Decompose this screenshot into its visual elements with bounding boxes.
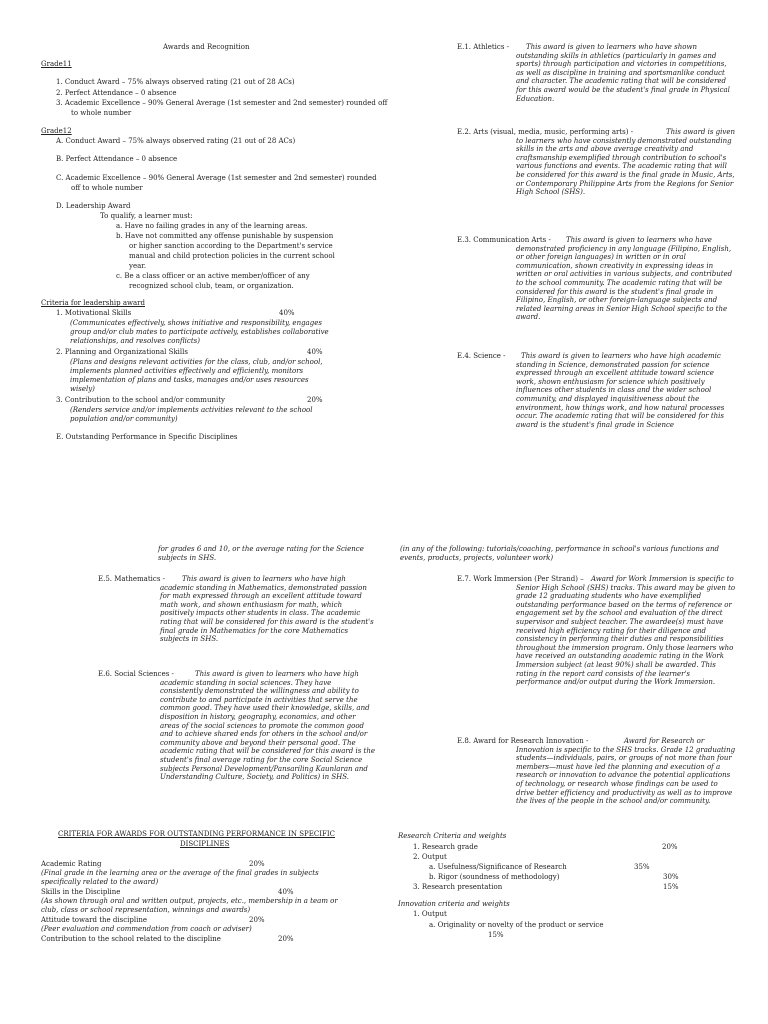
innovation-item: a. Originality or novelty of the product or service [429, 921, 604, 929]
qual-item: recognized school club, team, or organization. [129, 282, 294, 290]
e8-text: Award for Research or Innovation is specific to the SHS tracks. Grade 12 graduating students—individuals, pairs, or groups of not more than four members—must have led the planning and execution of a research or innovation to advance the potential applications of technology, or research whose findings can be used to drive better efficiency and productivity as well as to improve the lives of the people in the school and/or community. [516, 737, 736, 806]
academic-rating-desc: (Final grade in the learning area or the average of the final grades in subjects [41, 869, 319, 877]
crit-pct: 40% [307, 348, 323, 356]
g11-item: 1. Conduct Award – 75% always observed rating (21 out of 28 ACs) [56, 78, 295, 86]
page-2 [0, 542, 768, 1024]
e7-text: Award for Work Immersion is specific to Senior High School (SHS) tracks. This award may be given to grade 12 graduating students who have exemplified outstanding performance based on the terms of reference or engagement set by the school and evaluation of the direct supervisor and subject teacher. The awardee(s) must have received high efficiency rating for their diligence and consistency in performing their duties and responsibilities throughout the immersion program. Only those learners who have received an outstanding academic rating in the Work Immersion subject (at least 90%) shall be awarded. This rating in the report card consists of the learner's performance and/or output during the Work Immersion. [516, 575, 736, 687]
outstanding-heading: E. Outstanding Performance in Specific Disciplines [56, 433, 238, 441]
crit-desc: group and/or club mates to participate actively, establishes collaborative [70, 328, 329, 336]
contribution: Contribution to the school related to the discipline [41, 935, 221, 943]
e8-label: E.8. Award for Research Innovation - [457, 737, 589, 745]
research-pct: 30% [663, 873, 679, 881]
criteria-title: DISCIPLINES [180, 840, 230, 848]
criteria-heading: Criteria for leadership award [41, 299, 145, 307]
g12-item: D. Leadership Award [56, 202, 131, 210]
research-item: 1. Research grade [413, 843, 478, 851]
doc-title: Awards and Recognition [163, 43, 250, 51]
attitude: Attitude toward the discipline [41, 916, 147, 924]
crit-desc: wisely) [70, 385, 95, 393]
e4-continuation: for grades 6 and 10, or the average rating for the Science subjects in SHS. [158, 545, 364, 562]
skills: Skills in the Discipline [41, 888, 121, 896]
e6-label: E.6. Social Sciences - [98, 670, 174, 678]
research-pct: 35% [634, 863, 650, 871]
crit-desc: implementation of plans and tasks, manages and/or uses resources [70, 376, 309, 384]
g11-item: 2. Perfect Attendance – 0 absence [56, 89, 177, 97]
crit-title: 2. Planning and Organizational Skills [56, 348, 188, 356]
attitude-desc: (Peer evaluation and commendation from coach or adviser) [41, 925, 252, 933]
e1-label: E.1. Athletics - [457, 43, 510, 51]
innovation-item: 1. Output [413, 910, 447, 918]
g11-item: to whole number [71, 109, 132, 117]
g11-item: 3. Academic Excellence – 90% General Average (1st semester and 2nd semester) rounded off [56, 99, 388, 107]
crit-pct: 20% [307, 396, 323, 404]
e3-label: E.3. Communication Arts - [457, 236, 551, 244]
crit-pct: 40% [279, 309, 295, 317]
grade12-heading: Grade12 [41, 127, 72, 135]
e2-text: This award is given to learners who have consistently demonstrated outstanding skills in the arts and above average creativity and craftsmanship exemplified through contribution to school's various functions and events. The academic rating that will be considered for this award is the final grade in Music, Arts, or Contemporary Philippine Arts from the Regions for Senior High School (SHS). [516, 128, 736, 197]
academic-rating-pct: 20% [249, 860, 265, 868]
e5-label: E.5. Mathematics - [98, 575, 166, 583]
criteria-title: CRITERIA FOR AWARDS FOR OUTSTANDING PERFORMANCE IN SPECIFIC [58, 830, 335, 838]
e4-label: E.4. Science - [457, 352, 506, 360]
g12-item: C. Academic Excellence – 90% General Average (1st semester and 2nd semester) rounded [56, 174, 377, 182]
academic-rating: Academic Rating [41, 860, 102, 868]
crit-desc: (Plans and designs relevant activities for the class, club, and/or school, [70, 358, 323, 366]
qual-item: c. Be a class officer or an active member/officer of any [116, 272, 310, 280]
research-heading: Research Criteria and weights [398, 832, 507, 840]
crit-title: 1. Motivational Skills [56, 309, 132, 317]
skills-desc: club, class or school representation, winnings and awards) [41, 906, 251, 914]
research-item: 3. Research presentation [413, 883, 503, 891]
qual-item: manual and child protection policies in the current school [129, 252, 335, 260]
crit-desc: relationships, and resolves conflicts) [70, 337, 200, 345]
crit-title: 3. Contribution to the school and/or community [56, 396, 225, 404]
qualify-text: To qualify, a learner must: [100, 212, 193, 220]
innovation-heading: Innovation criteria and weights [398, 900, 510, 908]
g12-item: A. Conduct Award – 75% always observed rating (21 out of 28 ACs) [56, 137, 296, 145]
skills-pct: 40% [278, 888, 294, 896]
innovation-pct: 15% [488, 931, 504, 939]
grade11-heading: Grade11 [41, 60, 72, 68]
crit-desc: implements planned activities effectively and efficiently, monitors [70, 367, 304, 375]
g12-item: B. Perfect Attendance – 0 absence [56, 155, 178, 163]
crit-desc: (Renders service and/or implements activities relevant to the school [70, 406, 313, 414]
research-item: b. Rigor (soundness of methodology) [429, 873, 560, 881]
crit-desc: population and/or community) [70, 415, 178, 423]
e-continuation-right: (in any of the following: tutorials/coaching, performance in school's various functions and events, products, projects, volunteer work) [400, 545, 719, 562]
academic-rating-desc: specifically related to the award) [41, 878, 159, 886]
e5-text: This award is given to learners who have high academic standing in Mathematics, demonstrated passion for math expressed through an excellent attitude toward math work, and shown enthusiasm for math, which positively impacts other students in class. The academic rating that will be considered for this award is the student's final grade in Mathematics for the core Mathematics subjects in SHS. [160, 575, 374, 644]
e4-text: This award is given to learners who have high academic standing in Science, demonstrated passion for science expressed through an excellent attitude toward science work, shown enthusiasm for science which positively influences other students in class and the wider school community, and displayed inquisitiveness about the environment, how things work, and how natural processes occur. The academic rating that will be considered for this award is the student's final grade in Science [516, 352, 725, 429]
qual-item: b. Have not committed any offense punishable by suspension [116, 232, 334, 240]
research-item: 2. Output [413, 853, 447, 861]
qual-item: year. [129, 262, 147, 270]
crit-desc: (Communicates effectively, shows initiative and responsibility, engages [70, 319, 322, 327]
attitude-pct: 20% [249, 916, 265, 924]
e3-text: This award is given to learners who have demonstrated proficiency in any language (Filipino, English, or other foreign languages) in written or in oral communication, shown creativity in expressing ideas in written or oral activities in various subjects, and contributed to the school community. The academic rating that will be considered for this award is the student's final grade in Filipino, English, or other foreign-language subjects and related learning areas in Senior High School specific to the award. [516, 236, 733, 322]
research-pct: 15% [663, 883, 679, 891]
e6-text: This award is given to learners who have high academic standing in social sciences. They have consistently demonstrated the willingness and ability to contribute to and participate in activities that serve the common good. They have used their knowledge, skills, and disposition in history, geography, economics, and other areas of the social sciences to promote the common good and to achieve shared ends for others in the school and/or community above and beyond their personal good. The academic rating that will be considered for this award is the student's final average rating for the core Social Science subjects Personal Development/Pansariling Kaunlaran and Understanding Culture, Society, and Politics) in SHS. [160, 670, 375, 782]
page-1 [0, 0, 768, 482]
e1-text: This award is given to learners who have shown outstanding skills in athletics (particularly in games and sports) through participation and victories in competitions, as well as discipline in training and sportsmanlike conduct and character. The academic rating that will be considered for this award would be the student's final grade in Physical Education. [516, 43, 730, 103]
research-pct: 20% [662, 843, 678, 851]
qual-item: a. Have no failing grades in any of the learning areas. [116, 222, 308, 230]
research-item: a. Usefulness/Significance of Research [429, 863, 567, 871]
skills-desc: (As shown through oral and written output, projects, etc., membership in a team or [41, 897, 338, 905]
contribution-pct: 20% [278, 935, 294, 943]
g12-item: off to whole number [71, 184, 143, 192]
qual-item: or higher sanction according to the Department's service [129, 242, 333, 250]
e7-label: E.7. Work Immersion (Per Strand) – [457, 575, 584, 583]
e2-label: E.2. Arts (visual, media, music, performing arts) - [457, 128, 634, 136]
